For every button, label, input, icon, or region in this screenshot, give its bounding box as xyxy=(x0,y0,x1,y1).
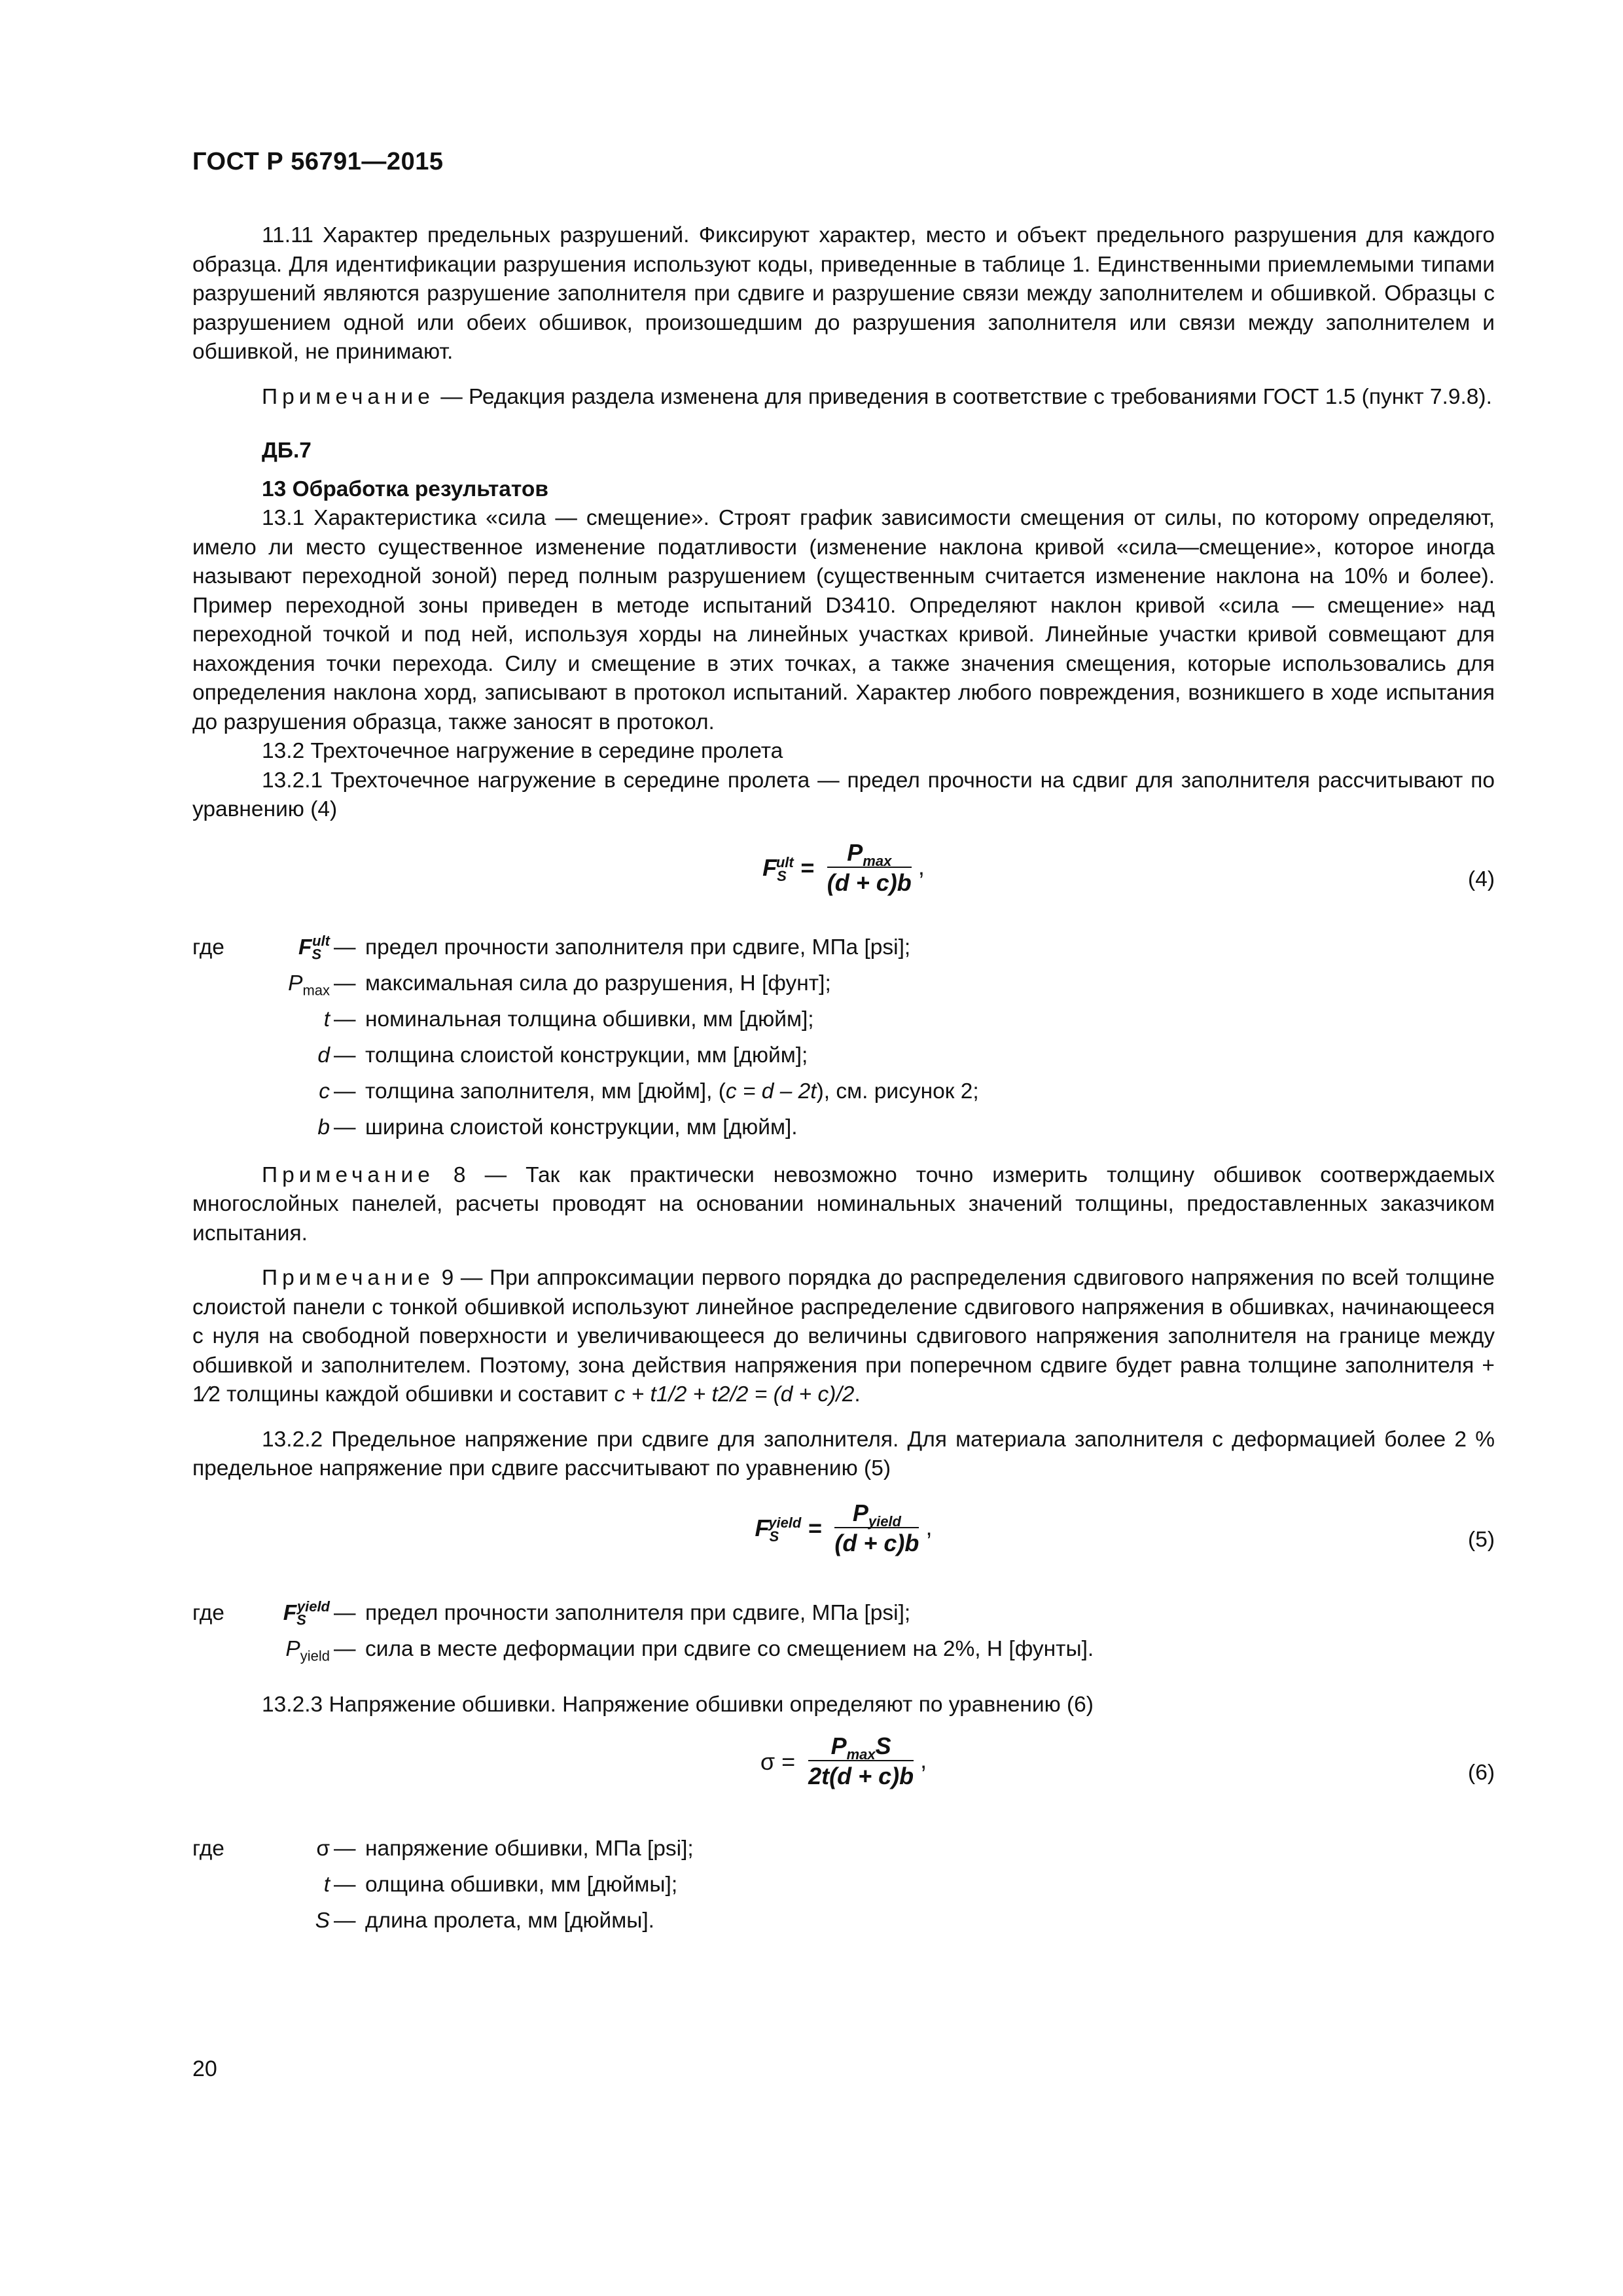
paragraph-13-2-2: 13.2.2 Предельное напряжение при сдвиге для заполнителя. Для материала заполнителя с деформацией более 2 % предельное напряжение при сдвиге рассчитывают по уравнению (5) xyxy=(192,1427,1495,1480)
equation-number-6: (6) xyxy=(1468,1761,1495,1785)
where-item: $P_{max}$ — максимальная сила до разрушения, Н [фунт]; xyxy=(192,965,1495,1001)
where-item: где $F_S^{ult}$ — предел прочности заполнителя при сдвиге, МПа [psi]; xyxy=(192,929,1495,965)
where-symbol: F xyxy=(298,935,312,960)
where-text: номинальная толщина обшивки, мм [дюйм]; xyxy=(365,1007,814,1031)
note-text: — Редакция раздела изменена для приведения в соответствие с требованиями ГОСТ 1.5 (пункт 7.9.8). xyxy=(434,384,1492,409)
eq5-num: P xyxy=(852,1499,868,1526)
where-symbol-sup: ult xyxy=(312,933,330,950)
where-symbol-sub: S xyxy=(312,946,322,963)
where-word: где xyxy=(192,1600,224,1625)
document-header: ГОСТ Р 56791—2015 xyxy=(192,148,444,175)
where-symbol-sub: S xyxy=(296,1611,306,1628)
paragraph-13-2-1: 13.2.1 Трехточечное нагружение в середине пролета — предел прочности на сдвиг для заполнителя рассчитывают по уравнению (4) xyxy=(192,768,1495,821)
where-word: где xyxy=(192,1837,224,1861)
eq6-den: 2t(d + c)b xyxy=(808,1763,914,1789)
appendix-ref: ДБ.7 xyxy=(262,439,312,463)
eq5-fraction xyxy=(834,1499,919,1558)
where-text: предел прочности заполнителя при сдвиге, МПа [psi]; xyxy=(365,935,911,960)
where-symbol: F xyxy=(283,1600,297,1625)
eq4-lhs-sub: S xyxy=(777,868,787,885)
where-text: напряжение обшивки, МПа [psi]; xyxy=(365,1837,694,1861)
eq6-num-tail: S xyxy=(875,1732,891,1759)
where-symbol: t xyxy=(323,1007,330,1031)
eq5-tail: , xyxy=(925,1513,933,1541)
where-item: d — толщина слоистой конструкции, мм [дюйм]; xyxy=(192,1037,1495,1073)
paragraph-13-1: 13.1 Характеристика «сила — смещение». Строят график зависимости смещения от силы, по которому определяют, имело ли место существенное изменение податливости (изменение наклона кривой «сила—смещение», которое иногда называют переходной зоной) перед полным разрушением (существенным считается изменение наклона на 10% и более). Пример переходной зоны приведен в методе испытаний D3410. Определяют наклон кривой «сила — смещение» над переходной точкой и под ней, используя хорды на линейных участках кривой. Линейные участки кривой совмещают для нахождения точки перехода. Силу и смещение в этих точках, а также значения смещения, которые использовались для определения наклона хорд, записывают в протокол испытаний. Характер любого повреждения, возникшего в ходе испытания до разрушения образца, также заносят в протокол. xyxy=(192,506,1495,734)
where-list-6 xyxy=(192,1831,1495,1939)
where-list-4 xyxy=(192,929,1495,1145)
where-inline-formula: c = d – 2t xyxy=(725,1079,817,1103)
where-symbol: S xyxy=(315,1909,330,1933)
note-label: Примечание xyxy=(262,1266,435,1290)
page-number: 20 xyxy=(192,2056,217,2081)
where-list-5 xyxy=(192,1595,1495,1667)
eq5-num-sub: yield xyxy=(868,1513,901,1530)
where-item: c — толщина заполнителя, мм [дюйм], (c = d – 2t), см. рисунок 2; xyxy=(192,1073,1495,1109)
where-symbol: σ xyxy=(316,1837,330,1861)
section-heading: 13 Обработка результатов xyxy=(262,476,548,501)
where-item: где σ — напряжение обшивки, МПа [psi]; xyxy=(192,1831,1495,1867)
where-text: предел прочности заполнителя при сдвиге, МПа [psi]; xyxy=(365,1600,911,1625)
equation-number-4: (4) xyxy=(1468,867,1495,891)
where-text: толщина заполнителя, мм [дюйм], ( xyxy=(365,1079,726,1103)
eq5-den: (d + c)b xyxy=(834,1529,919,1556)
eq6-lhs: σ xyxy=(760,1748,776,1775)
where-symbol-sub: yield xyxy=(300,1647,330,1664)
where-symbol: t xyxy=(323,1873,330,1897)
where-text: длина пролета, мм [дюймы]. xyxy=(365,1909,654,1933)
equation-4: $F_S^{ult}$ = $\frac{P_{max}}{(d + c)b}$ , (4) xyxy=(192,839,1495,929)
paragraph-11-11: 11.11 Характер предельных разрушений. Фиксируют характер, место и объект предельного разрушения для каждого образца. Для идентификации разрушения используют коды, приведенные в таблице 1. Единственными приемлемыми типами разрушений являются разрушение заполнителя при сдвиге и разрушение связи между заполнителем и обшивкой. Образцы с разрушением одной или обеих обшивок, произошедшим до разрушения заполнителя или связи между заполнителем и обшивкой, не принимают. xyxy=(192,223,1495,364)
note-label: Примечание xyxy=(262,1162,435,1187)
note-8 xyxy=(192,1161,1495,1249)
where-symbol-sub: max xyxy=(302,982,330,999)
equation-number-5: (5) xyxy=(1468,1527,1495,1552)
eq4-num: P xyxy=(847,838,863,866)
eq5-lhs-sup: yield xyxy=(768,1515,802,1532)
where-item: b — ширина слоистой конструкции, мм [дюйм]. xyxy=(192,1109,1495,1145)
eq6-tail: , xyxy=(920,1746,927,1774)
note-9 xyxy=(192,1264,1495,1410)
note-text: 9 — При аппроксимации первого порядка до распределения сдвигового напряжения по всей толщине слоистой панели с тонкой обшивкой используют линейное распределение сдвигового напряжения в обшивках, начинающееся с нуля на свободной поверхности и увеличивающееся до величины сдвигового напряжения заполнителя на границе между обшивкой и заполнителем. Поэтому, зона действия напряжения при поперечном сдвиге будет равна толщине заполнителя + 1⁄2 толщины каждой обшивки и составит xyxy=(192,1266,1495,1407)
note-text: 8 — Так как практически невозможно точно измерить толщину обшивок соотверждаемых многослойных панелей, расчеты проводят на основании номинальных значений толщины, предоставленных заказчиком испытания. xyxy=(192,1162,1495,1246)
eq4-den: (d + c)b xyxy=(827,869,912,896)
eq4-lhs: F xyxy=(762,854,777,882)
eq4-num-sub: max xyxy=(863,852,892,869)
where-text: максимальная сила до разрушения, Н [фунт]; xyxy=(365,971,831,996)
equation-5: $F_S^{yield}$ = $\frac{P_{yield}}{(d + c)b}$ , (5) xyxy=(192,1499,1495,1595)
where-text: толщина слоистой конструкции, мм [дюйм]; xyxy=(365,1043,808,1067)
where-text: ширина слоистой конструкции, мм [дюйм]. xyxy=(365,1115,798,1139)
where-item: где $F_S^{yield}$ — предел прочности заполнителя при сдвиге, МПа [psi]; xyxy=(192,1595,1495,1631)
note-text-end: . xyxy=(854,1382,861,1407)
where-word: где xyxy=(192,935,224,960)
where-symbol: c xyxy=(319,1079,330,1103)
eq5-lhs-sub: S xyxy=(769,1528,779,1545)
paragraph-13-2: 13.2 Трехточечное нагружение в середине пролета xyxy=(262,739,783,763)
where-text: сила в месте деформации при сдвиге со смещением на 2%, Н [фунты]. xyxy=(365,1636,1094,1661)
where-symbol-sup: yield xyxy=(296,1598,330,1615)
eq4-tail: , xyxy=(918,853,925,880)
eq4-lhs-sup: ult xyxy=(776,854,794,871)
where-item: $P_{yield}$ — сила в месте деформации при сдвиге со смещением на 2%, Н [фунты]. xyxy=(192,1631,1495,1667)
eq4-fraction xyxy=(827,839,912,898)
eq6-fraction xyxy=(808,1732,914,1791)
where-item: S — длина пролета, мм [дюймы]. xyxy=(192,1903,1495,1939)
note-inline-formula: c + t1/2 + t2/2 = (d + c)/2 xyxy=(614,1382,855,1407)
note-1 xyxy=(192,383,1495,412)
where-item: t — номинальная толщина обшивки, мм [дюйм]; xyxy=(192,1001,1495,1037)
document-body xyxy=(192,221,1495,1939)
paragraph-13-2-3: 13.2.3 Напряжение обшивки. Напряжение обшивки определяют по уравнению (6) xyxy=(262,1692,1094,1717)
equation-6: σ = $\frac{P_{max}S}{2t(d + c)b}$ , (6) xyxy=(192,1732,1495,1831)
eq6-num: P xyxy=(830,1732,847,1759)
where-item: t — олщина обшивки, мм [дюймы]; xyxy=(192,1867,1495,1903)
where-text-tail: ), см. рисунок 2; xyxy=(816,1079,979,1103)
eq6-num-sub: max xyxy=(846,1746,876,1763)
where-symbol: d xyxy=(317,1043,330,1067)
where-symbol: b xyxy=(317,1115,330,1139)
where-symbol: P xyxy=(285,1636,300,1661)
eq5-lhs: F xyxy=(755,1515,770,1542)
where-text: олщина обшивки, мм [дюймы]; xyxy=(365,1873,678,1897)
where-symbol: P xyxy=(288,971,303,996)
note-label: Примечание xyxy=(262,384,435,409)
